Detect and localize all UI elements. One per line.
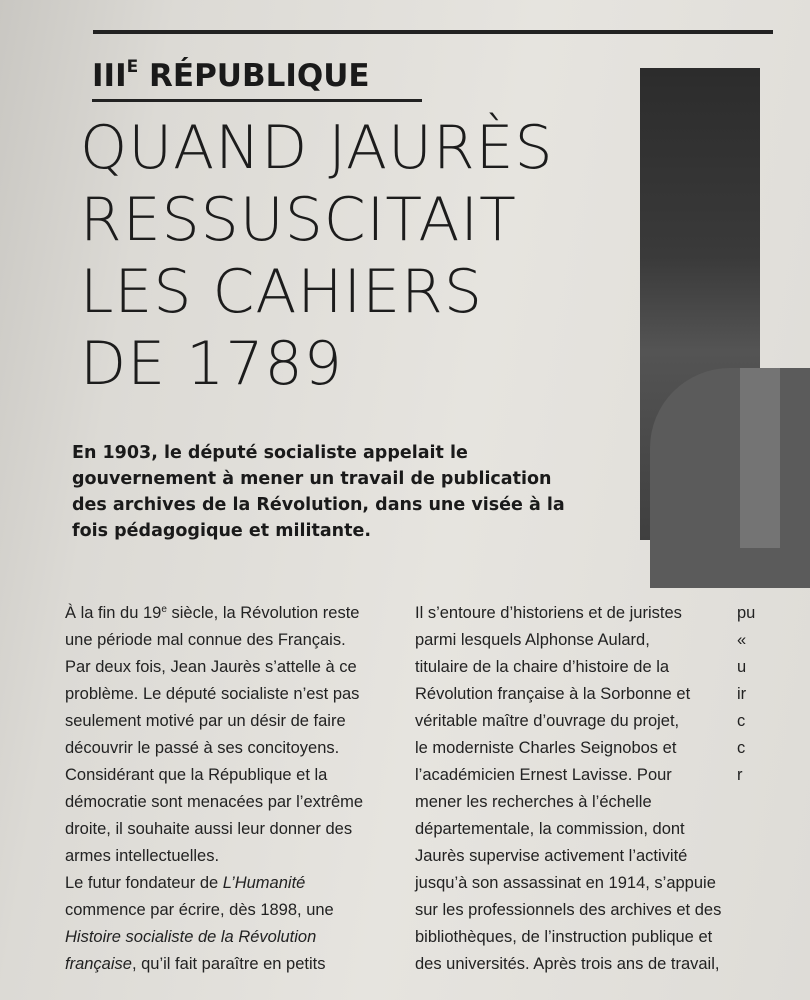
body-line: [65, 600, 385, 627]
section-kicker: [92, 58, 370, 94]
lede-line: gouvernement à mener un travail de publication: [72, 469, 552, 489]
book-title: Histoire socialiste de la Révolution: [65, 928, 317, 946]
body-line-fragment: pu: [737, 604, 756, 622]
body-line: sur les professionnels des archives et des: [415, 901, 722, 919]
body-line: droite, il souhaite aussi leur donner des: [65, 820, 353, 838]
body-line: démocratie sont menacées par l’extrême: [65, 793, 364, 811]
top-rule: [93, 30, 773, 34]
body-text: Le futur fondateur de: [65, 874, 223, 892]
body-line-fragment: «: [737, 631, 747, 649]
lede-line: des archives de la Révolution, dans une visée à la: [72, 495, 565, 515]
kicker-rest: RÉPUBLIQUE: [138, 58, 370, 94]
body-column-3-cropped: [737, 600, 777, 789]
body-line: mener les recherches à l’échelle: [415, 793, 652, 811]
lede-line: fois pédagogique et militante.: [72, 521, 371, 541]
body-line: l’académicien Ernest Lavisse. Pour: [415, 766, 672, 784]
body-line: parmi lesquels Alphonse Aulard,: [415, 631, 650, 649]
body-line: [65, 870, 385, 897]
body-line-fragment: u: [737, 658, 747, 676]
body-line: départementale, la commission, dont: [415, 820, 685, 838]
body-column-1: [65, 600, 385, 978]
body-line: armes intellectuelles.: [65, 847, 220, 865]
body-line: Révolution française à la Sorbonne et: [415, 685, 691, 703]
kicker-sup: E: [126, 57, 139, 77]
kicker-underline: [92, 99, 422, 102]
article-lede: [72, 440, 592, 544]
title-line: DE 1789: [80, 329, 343, 399]
title-line: QUAND JAURÈS: [80, 113, 554, 183]
body-line: titulaire de la chaire d’histoire de la: [415, 658, 670, 676]
body-line-fragment: ir: [737, 685, 747, 703]
body-line: problème. Le député socialiste n’est pas: [65, 685, 360, 703]
body-line-fragment: c: [737, 739, 746, 757]
body-line: Par deux fois, Jean Jaurès s’attelle à ce: [65, 658, 357, 676]
body-line: jusqu’à son assassinat en 1914, s’appuie: [415, 874, 716, 892]
body-line: seulement motivé par un désir de faire: [65, 712, 346, 730]
body-line: des universités. Après trois ans de travail,: [415, 955, 720, 973]
kicker-main: III: [92, 58, 127, 94]
body-line: véritable maître d’ouvrage du projet,: [415, 712, 680, 730]
title-line: LES CAHIERS: [80, 257, 483, 327]
body-line: commence par écrire, dès 1898, une: [65, 901, 334, 919]
body-text: siècle, la Révolution reste: [166, 604, 360, 622]
body-line: le moderniste Charles Seignobos et: [415, 739, 677, 757]
body-line-fragment: c: [737, 712, 746, 730]
body-column-2: [415, 600, 735, 978]
body-line: [65, 951, 385, 978]
body-line: découvrir le passé à ses concitoyens.: [65, 739, 340, 757]
body-line: Il s’entoure d’historiens et de juristes: [415, 604, 682, 622]
body-line-fragment: r: [737, 766, 743, 784]
photo-shoulder: [650, 368, 810, 588]
photo-collar: [740, 368, 780, 548]
body-text: , qu’il fait paraître en petits: [131, 955, 326, 973]
body-line: bibliothèques, de l’instruction publique et: [415, 928, 713, 946]
superscript: e: [161, 604, 167, 615]
body-line: Jaurès supervise activement l’activité: [415, 847, 688, 865]
article-title: [80, 112, 640, 400]
newspaper-title: L’Humanité: [222, 874, 306, 892]
body-text: À la fin du 19: [65, 604, 162, 622]
body-line: Considérant que la République et la: [65, 766, 328, 784]
book-title: française: [65, 955, 132, 973]
body-line: [65, 924, 385, 951]
body-line: une période mal connue des Français.: [65, 631, 346, 649]
portrait-photo: [640, 68, 760, 540]
lede-line: En 1903, le député socialiste appelait le: [72, 443, 468, 463]
title-line: RESSUSCITAIT: [80, 185, 517, 255]
